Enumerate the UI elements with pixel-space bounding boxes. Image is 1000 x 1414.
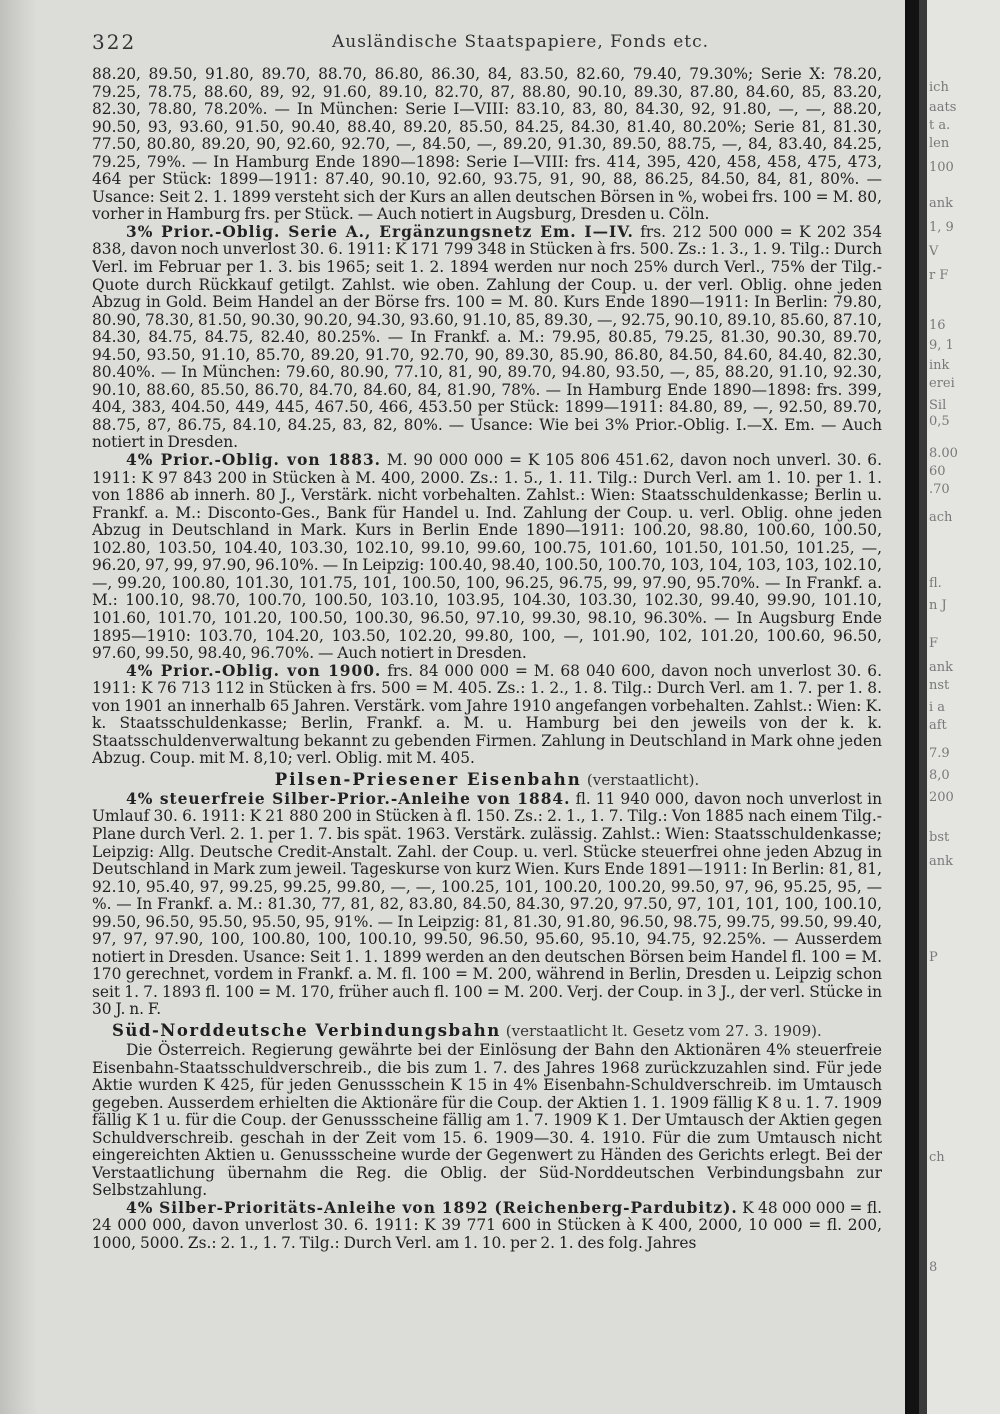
entry-text: frs. 84 000 000 = M. 68 040 600, davon noch unverlost 30. 6. 1911: K 76 713 112 in Stücken à frs. 500 = M. 405. Zs.: 1. 2., 1. 8. Tilg.: Durch Verl. am 1. 7. per 1. 8. von 1901 an innerhalb 65 Jahren. Verstärk. vom Jahre 1910 angefangen vorbehalten. Zahlst.: Wien: K. k. Staatsschuldenkasse; Berlin, Frankf. a. M. u. Hamburg bei den jeweils von der k. k. Staatsschuldenverwaltung bekannt zu gebenden Firmen. Zahlung in Deutschland in Mark ohne jeden Abzug. Coup. mit M. 8,10; verl. Oblig. mit M. 405.: [92, 661, 882, 768]
paragraph-prior-oblig-1883: [92, 452, 882, 663]
paragraph-prior-oblig-serie-a: [92, 224, 882, 452]
facing-page-fragment: ich: [929, 80, 949, 95]
facing-page-fragment: 7.9: [929, 746, 950, 761]
facing-page-fragment: bst: [929, 830, 950, 845]
entry-heading: 4% Silber-Prioritäts-Anleihe von 1892 (Reichenberg-Pardubitz).: [126, 1198, 738, 1217]
section-heading-sued-norddeutsche: [112, 1021, 882, 1041]
section-title: Süd-Norddeutsche Verbindungsbahn: [112, 1020, 501, 1040]
paragraph-silber-prior-1884: [92, 791, 882, 1019]
entry-text: M. 90 000 000 = K 105 806 451.62, davon noch unverl. 30. 6. 1911: K 97 843 200 in Stücken à M. 400, 2000. Zs.: 1. 5., 1. 11. Tilg.: Durch Verl. am 1. 10. per 1. 1. von 1886 ab innerh. 80 J., Verstärk. nicht vorbehalten. Zahlst.: Wien: Staatsschuldenkasse; Berlin u. Frankf. a. M.: Disconto-Ges., Bank für Handel u. Ind. Zahlung der Coup. u. verl. Oblig. ohne jeden Abzug in Deutschland in Mark. Kurs in Berlin Ende 1890—1911: 100.20, 98.80, 100.60, 100.50, 102.80, 103.50, 104.40, 103.30, 102.10, 99.10, 99.60, 100.75, 101.60, 101.50, 101.50, 101.25, —, 96.20, 97, 99, 97.90, 96.10%. — In Leipzig: 100.40, 98.40, 100.50, 100.70, 103, 104, 103, 103, 102.10, —, 99.20, 100.80, 101.30, 101.75, 101, 100.50, 100, 96.25, 96.75, 99, 97.90, 95.70%. — In Frankf. a. M.: 100.10, 98.70, 100.70, 100.50, 103.10, 103.95, 104.30, 103.30, 102.30, 99.40, 99.90, 101.10, 101.60, 101.70, 101.20, 100.50, 100.30, 96.50, 97.10, 99.30, 98.10, 96.30%. — In Augsburg Ende 1895—1910: 103.70, 104.20, 103.50, 102.20, 99.80, 100, —, 101.90, 102, 101.20, 100.60, 96.50, 97.60, 99.50, 98.40, 96.70%. — Auch notiert in Dresden.: [92, 451, 882, 663]
facing-page-fragment: n J: [929, 598, 947, 613]
facing-page-fragment: 1, 9: [929, 220, 954, 235]
book-gutter: [905, 0, 919, 1414]
facing-page-fragment: r F: [929, 268, 949, 283]
facing-page-fragment: ch: [929, 1150, 945, 1165]
facing-page-fragment: ink: [929, 358, 950, 373]
section-heading-pilsen-priesener: [92, 770, 882, 790]
facing-page-fragment: ank: [929, 660, 954, 675]
facing-page-fragment: V: [929, 244, 939, 259]
facing-page-fragment: 60: [929, 464, 946, 479]
facing-page-fragment: fl.: [929, 576, 942, 591]
facing-page-fragment: P: [929, 950, 938, 965]
facing-page-fragment: ach: [929, 510, 953, 525]
facing-page-fragment: len: [929, 136, 950, 151]
entry-text: frs. 212 500 000 = K 202 354 838, davon noch unverlost 30. 6. 1911: K 171 799 348 in Stücken à frs. 500. Zs.: 1. 3., 1. 9. Tilg.: Durch Verl. im Februar per 1. 3. bis 1965; seit 1. 2. 1894 werden nur noch 25% durch Verl., 75% der Tilg.-Quote durch Rückkauf getilgt. Zahlst. wie oben. Zahlung der Coup. u. der verl. Oblig. ohne jeden Abzug in Gold. Beim Handel an der Börse frs. 100 = M. 80. Kurs Ende 1890—1911: In Berlin: 79.80, 80.90, 78.30, 81.50, 90.30, 90.20, 94.30, 93.60, 91.10, 85, 89.30, —, 92.75, 90.10, 89.10, 85.60, 87.10, 84.30, 84.75, 84.75, 82.40, 80.25%. — In Frankf. a. M.: 79.95, 80.85, 79.25, 81.30, 90.30, 89.70, 94.50, 93.50, 91.10, 85.70, 89.20, 91.70, 92.70, 90, 89.30, 85.90, 86.80, 84.50, 84.60, 84.40, 82.30, 80.40%. — In München: 79.60, 80.90, 77.10, 81, 90, 89.70, 94.80, 93.50, —, 85, 88.20, 91.10, 92.30, 90.10, 88.60, 85.50, 86.70, 84.70, 84.60, 84, 81.90, 78%. — In Hamburg Ende 1890—1898: frs. 399, 404, 383, 404.50, 449, 445, 467.50, 466, 453.50 per Stück: 1899—1911: 84.80, 89, —, 92.50, 89.70, 88.75, 87, 86.75, 84.10, 84.25, 83, 82, 80%. — Usance: Wie bei 3% Prior.-Oblig. I.—X. Em. — Auch notiert in Dresden.: [92, 222, 882, 452]
section-note: (verstaatlicht lt. Gesetz vom 27. 3. 1909).: [505, 1021, 822, 1040]
entry-heading: 4% Prior.-Oblig. von 1883.: [126, 451, 382, 470]
page-body: [92, 66, 882, 1406]
facing-page-fragment: 8,0: [929, 768, 950, 783]
page-number: 322: [92, 30, 137, 54]
facing-page-fragment: ank: [929, 196, 954, 211]
facing-page-fragment: aft: [929, 718, 947, 733]
entry-heading: 4% steuerfreie Silber-Prior.-Anleihe von 1884.: [126, 789, 571, 808]
facing-page-fragment: erei: [929, 376, 955, 391]
facing-page-bleed: [927, 0, 1000, 1414]
paragraph-prior-oblig-1900: [92, 663, 882, 768]
facing-page-fragment: .70: [929, 482, 950, 497]
facing-page-fragment: aats: [929, 100, 957, 115]
facing-page-fragment: i a: [929, 700, 946, 715]
facing-page-fragment: t a.: [929, 118, 951, 133]
entry-text: fl. 11 940 000, davon noch unverlost in Umlauf 30. 6. 1911: K 21 880 200 in Stücken à fl. 150. Zs.: 2. 1., 1. 7. Tilg.: Von 1885 nach einem Tilg.-Plane durch Verl. 2. 1. per 1. 7. bis spät. 1963. Verstärk. zulässig. Zahlst.: Wien: Staatsschuldenkasse; Leipzig: Allg. Deutsche Credit-Anstalt. Zahl. der Coup. u. verl. Stücke steuerfrei ohne jeden Abzug in Deutschland in Mark zum jeweil. Tageskurse von kurz Wien. Kurs Ende 1891—1911: In Berlin: 81, 81, 92.10, 95.40, 97, 99.25, 99.25, 99.80, —, —, 100.25, 101, 100.20, 100.20, 99.50, 97, 96, 95.25, 95, —%. — In Frankf. a. M.: 81.30, 77, 81, 82, 83.80, 84.50, 84.30, 97.20, 97.50, 97, 101, 101, 100, 100.10, 99.50, 96.50, 95.50, 95.50, 95, 91%. — In Leipzig: 81, 81.30, 91.80, 96.50, 98.75, 99.75, 99.50, 99.40, 97, 97, 97.90, 100, 100.80, 100, 100.10, 99.50, 96.50, 95.60, 95.10, 94.75, 92.25%. — Ausserdem notiert in Dresden. Usance: Seit 1. 1. 1899 werden an den deutschen Börsen beim Handel fl. 100 = M. 170 gerechnet, vordem in Frankf. a. M. fl. 100 = M. 200, während in Berlin, Dresden u. Leipzig schon seit 1. 7. 1893 fl. 100 = M. 170, früher auch fl. 100 = M. 200. Verj. der Coup. in 3 J., der verl. Stücke in 30 J. n. F.: [92, 789, 882, 1019]
facing-page-fragment: Sil: [929, 398, 947, 413]
facing-page-fragment: 9, 1: [929, 338, 954, 353]
page-header: [92, 30, 882, 54]
facing-page-fragment: 200: [929, 790, 954, 805]
running-title: Ausländische Staatspapiere, Fonds etc.: [332, 32, 710, 52]
facing-page-fragment: ank: [929, 854, 954, 869]
facing-page-fragment: 100: [929, 160, 954, 175]
facing-page-fragment: 8: [929, 1260, 938, 1275]
section-note: (verstaatlicht).: [586, 770, 700, 789]
section-title: Pilsen-Priesener Eisenbahn: [274, 769, 582, 789]
facing-page-fragment: 0,5: [929, 414, 950, 429]
paragraph-kurse-serie: 88.20, 89.50, 91.80, 89.70, 88.70, 86.80, 86.30, 84, 83.50, 82.60, 79.40, 79.30%; Serie X: 78.20, 79.25, 78.75, 88.60, 89, 92, 91.60, 89.10, 82.70, 87, 88.80, 90.10, 89.30, 87.80, 84.60, 85, 83.20, 82.30, 78.80, 78.20%. — In München: Serie I—VIII: 83.10, 83, 80, 84.30, 92, 91.80, —, —, 88.20, 90.50, 93, 93.60, 91.50, 90.40, 88.40, 89.20, 85.50, 84.25, 84.30, 81.40, 80.20%; Serie 81, 81.30, 77.50, 80.80, 89.20, 90, 92.60, 92.70, —, 84.50, —, 89.20, 91.30, 89.50, 88.75, —, 84, 83.40, 84.25, 79.25, 79%. — In Hamburg Ende 1890—1898: Serie I—VIII: frs. 414, 395, 420, 458, 458, 475, 473, 464 per Stück: 1899—1911: 87.40, 90.10, 92.60, 93.75, 91, 90, 88, 86.25, 84.50, 84, 81, 80%. — Usance: Seit 2. 1. 1899 versteht sich der Kurs an allen deutschen Börsen in %, wobei frs. 100 = M. 80, vorher in Hamburg frs. per Stück. — Auch notiert in Augsburg, Dresden u. Cöln.: [92, 66, 882, 224]
entry-heading: 3% Prior.-Oblig. Serie A., Ergänzungsnetz Em. I—IV.: [126, 222, 634, 241]
entry-heading: 4% Prior.-Oblig. von 1900.: [126, 661, 382, 680]
entry-text: K 48 000 000 = fl. 24 000 000, davon unverlost 30. 6. 1911: K 39 771 600 in Stücken à K 400, 2000, 10 000 = fl. 200, 1000, 5000. Zs.: 2. 1., 1. 7. Tilg.: Durch Verl. am 1. 10. per 2. 1. des folg. Jahres: [92, 1198, 882, 1252]
facing-page-fragment: 16: [929, 318, 946, 333]
facing-page-fragment: nst: [929, 678, 950, 693]
book-gutter-shadow: [919, 0, 927, 1414]
facing-page-fragment: F: [929, 636, 939, 651]
paragraph-verstaatlichung: Die Österreich. Regierung gewährte bei der Einlösung der Bahn den Aktionären 4% steuerfreie Eisenbahn-Staatsschuldverschreib., die bis zum 1. 7. des Jahres 1968 zurückzuzahlen sind. Für jede Aktie wurden K 425, für jeden Genussschein K 15 in 4% Eisenbahn-Schuldverschreib. im Umtausch gegeben. Ausserdem erhielten die Aktionäre für die Coup. der Aktien 1. 1. 1909 fällig K 8 u. 1. 7. 1909 fällig K 1 u. für die Coup. der Genussscheine fällig am 1. 7. 1909 K 1. Der Umtausch der Aktien gegen Schuldverschreib. geschah in der Zeit vom 15. 6. 1909—30. 4. 1910. Für die zum Umtausch nicht eingereichten Aktien u. Genussscheine wurde der Gegenwert zu Händen des Gerichts erlegt. Bei der Verstaatlichung übernahm die Reg. die Oblig. der Süd-Norddeutschen Verbindungsbahn zur Selbstzahlung.: [92, 1040, 882, 1200]
paragraph-silber-prioritaets-1892: [92, 1200, 882, 1253]
facing-page-fragment: 8.00: [929, 446, 958, 461]
page-left-edge: [0, 0, 38, 1414]
